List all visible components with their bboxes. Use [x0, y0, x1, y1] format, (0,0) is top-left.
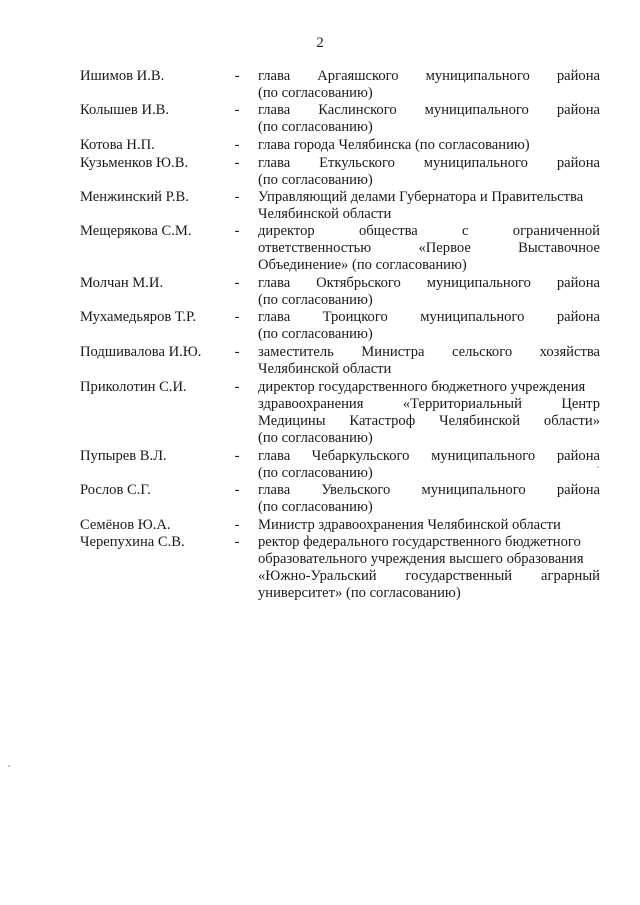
- member-name: Семёнов Ю.А.: [80, 517, 171, 533]
- dash-separator: -: [234, 223, 240, 239]
- role-line: Челябинской области: [258, 206, 392, 222]
- role-line: глава Троицкого муниципального района: [258, 309, 600, 325]
- role-line: (по согласованию): [258, 326, 373, 342]
- member-role: [258, 102, 600, 136]
- role-line: глава Октябрьского муниципального района: [258, 275, 600, 291]
- member-entry: [80, 309, 600, 343]
- member-entry: [80, 102, 600, 136]
- member-name: Менжинский Р.В.: [80, 189, 189, 205]
- dash-separator: -: [234, 534, 240, 550]
- member-entry: [80, 448, 600, 482]
- scan-speck: [8, 765, 10, 767]
- role-line: глава Еткульского муниципального района: [258, 155, 600, 171]
- member-role: [258, 517, 600, 534]
- role-line: заместитель Министра сельского хозяйства: [258, 344, 600, 360]
- role-line: глава Каслинского муниципального района: [258, 102, 600, 118]
- member-entry: [80, 517, 600, 534]
- member-name: Колышев И.В.: [80, 102, 170, 118]
- dash-separator: -: [234, 448, 240, 464]
- role-line: директор государственного бюджетного учреждения: [258, 379, 586, 395]
- dash-separator: -: [234, 68, 240, 84]
- member-entry: [80, 223, 600, 274]
- member-name: Кузьменков Ю.В.: [80, 155, 189, 171]
- role-line: «Южно-Уральский государственный аграрный: [258, 568, 600, 584]
- role-line: Медицины Катастроф Челябинской области»: [258, 413, 600, 429]
- member-name: Мещерякова С.М.: [80, 223, 192, 239]
- member-role: [258, 309, 600, 343]
- member-entry: [80, 344, 600, 378]
- member-name: Мухамедьяров Т.Р.: [80, 309, 196, 325]
- role-line: глава Чебаркульского муниципального района: [258, 448, 600, 464]
- member-role: [258, 379, 600, 447]
- dash-separator: -: [234, 102, 240, 118]
- member-role: [258, 275, 600, 309]
- member-entry: [80, 189, 600, 223]
- role-line: Министр здравоохранения Челябинской области: [258, 517, 561, 533]
- page-number: 2: [316, 35, 324, 51]
- role-line: ответственностью «Первое Выставочное: [258, 240, 600, 256]
- dash-separator: -: [234, 517, 240, 533]
- role-line: (по согласованию): [258, 465, 373, 481]
- member-name: Черепухина С.В.: [80, 534, 185, 550]
- member-role: [258, 137, 600, 154]
- role-line: глава Аргаяшского муниципального района: [258, 68, 600, 84]
- dash-separator: -: [234, 137, 240, 153]
- role-line: (по согласованию): [258, 85, 373, 101]
- role-line: Управляющий делами Губернатора и Правительства: [258, 189, 584, 205]
- member-name: Ишимов И.В.: [80, 68, 165, 84]
- role-line: образовательного учреждения высшего образования: [258, 551, 584, 567]
- member-role: [258, 482, 600, 516]
- dash-separator: -: [234, 344, 240, 360]
- member-name: Рослов С.Г.: [80, 482, 151, 498]
- member-role: [258, 68, 600, 102]
- dash-separator: -: [234, 275, 240, 291]
- scan-speck: [597, 466, 599, 468]
- member-name: Пупырев В.Л.: [80, 448, 167, 464]
- role-line: Челябинской области: [258, 361, 392, 377]
- dash-separator: -: [234, 189, 240, 205]
- dash-separator: -: [234, 482, 240, 498]
- member-entry: [80, 482, 600, 516]
- member-entry: [80, 379, 600, 447]
- member-name: Молчан М.И.: [80, 275, 164, 291]
- member-role: [258, 534, 600, 602]
- role-line: Объединение» (по согласованию): [258, 257, 467, 273]
- member-entry: [80, 68, 600, 102]
- role-line: университет» (по согласованию): [258, 585, 461, 601]
- role-line: директор общества с ограниченной: [258, 223, 600, 239]
- dash-separator: -: [234, 155, 240, 171]
- role-line: (по согласованию): [258, 430, 373, 446]
- role-line: ректор федерального государственного бюджетного: [258, 534, 581, 550]
- dash-separator: -: [234, 379, 240, 395]
- member-name: Подшивалова И.Ю.: [80, 344, 202, 360]
- member-entry: [80, 137, 600, 154]
- member-entry: [80, 534, 600, 602]
- role-line: (по согласованию): [258, 119, 373, 135]
- member-role: [258, 155, 600, 189]
- member-entry: [80, 155, 600, 189]
- member-role: [258, 189, 600, 223]
- member-role: [258, 344, 600, 378]
- member-name: Котова Н.П.: [80, 137, 155, 153]
- role-line: (по согласованию): [258, 499, 373, 515]
- role-line: глава города Челябинска (по согласованию): [258, 137, 530, 153]
- member-entry: [80, 275, 600, 309]
- member-name: Приколотин С.И.: [80, 379, 187, 395]
- member-role: [258, 448, 600, 482]
- role-line: (по согласованию): [258, 292, 373, 308]
- role-line: (по согласованию): [258, 172, 373, 188]
- dash-separator: -: [234, 309, 240, 325]
- role-line: глава Увельского муниципального района: [258, 482, 600, 498]
- role-line: здравоохранения «Территориальный Центр: [258, 396, 600, 412]
- member-role: [258, 223, 600, 274]
